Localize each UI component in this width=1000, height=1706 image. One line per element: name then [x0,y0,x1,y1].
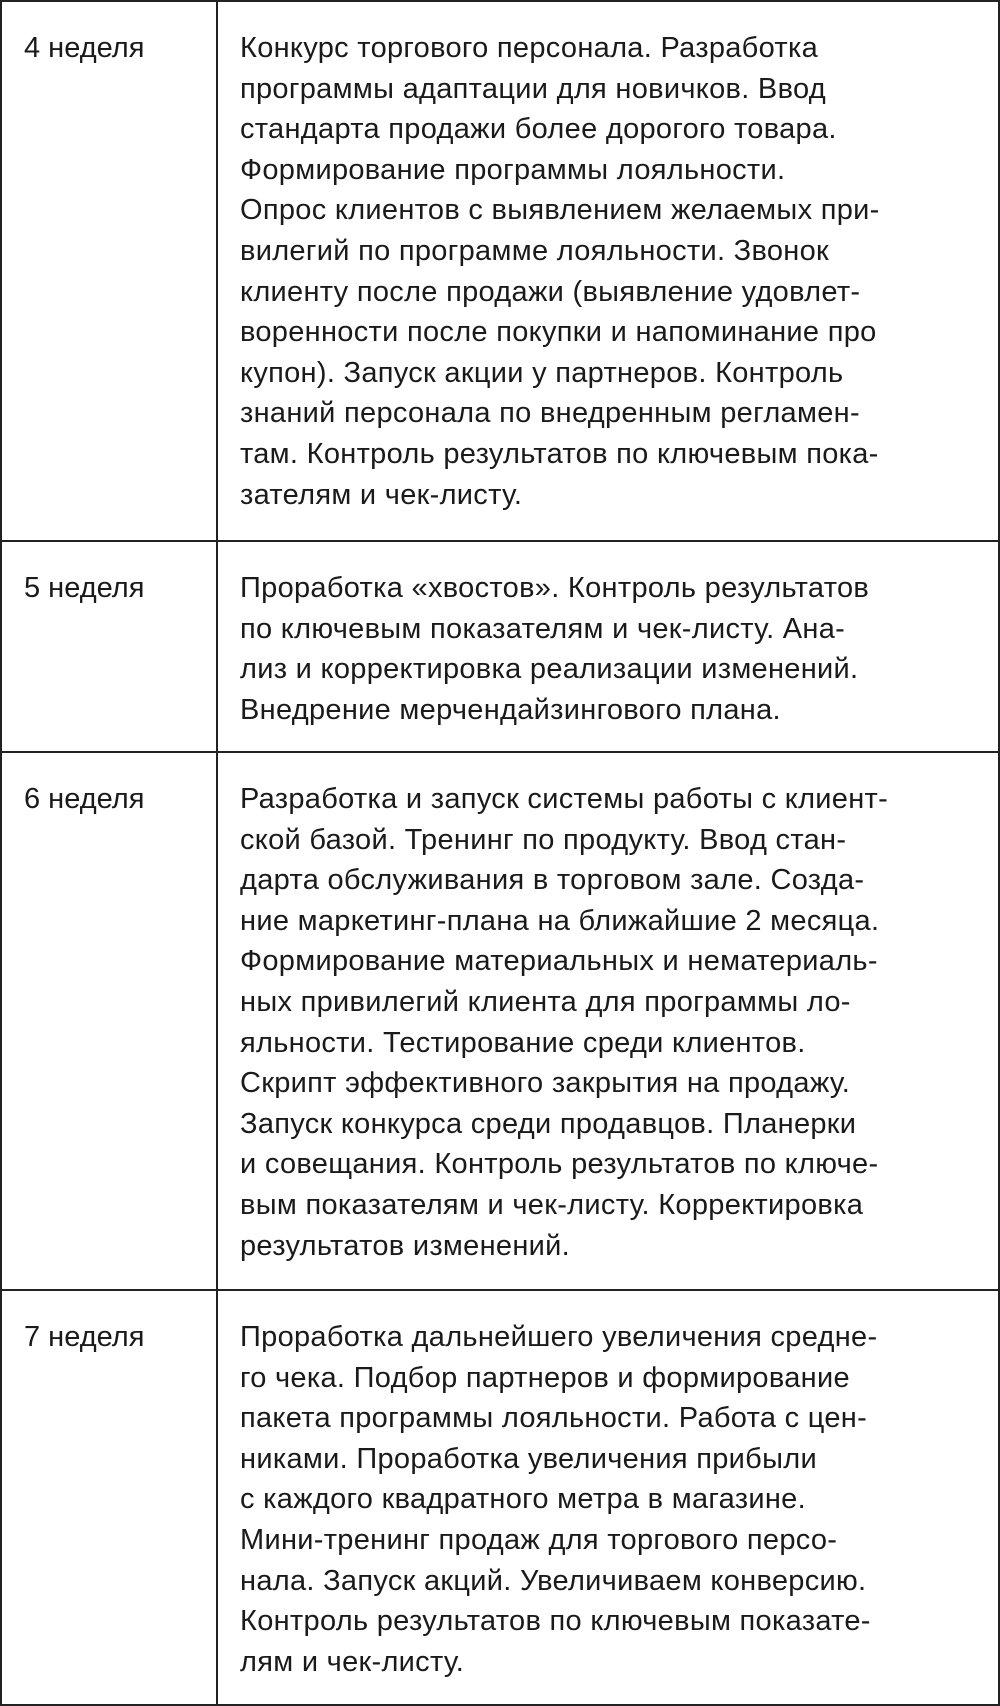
text-line: лиз и корректировка реализации изменений. [240,653,859,686]
tasks-text [240,779,888,1266]
table-row-week-4 [2,2,998,542]
text-line: пакета программы лояльности. Работа с цен- [240,1402,868,1435]
tasks-cell [218,2,998,540]
text-line: ных привилегий клиента для программы ло- [240,985,851,1018]
text-line: вилегий по программе лояльности. Звонок [240,234,830,267]
tasks-cell [218,542,998,751]
week-cell [2,542,218,751]
text-line: вым показателям и чек-листу. Корректировка [240,1188,864,1221]
text-line: Формирование программы лояльности. [240,153,786,186]
text-line: стандарта продажи более дорогого товара. [240,113,837,146]
text-line: Внедрение мерчендайзингового плана. [240,693,781,726]
text-line: нала. Запуск акций. Увеличиваем конверсию. [240,1564,867,1597]
week-label: 7 неделя [24,1321,145,1353]
text-line: зателям и чек-листу. [240,478,523,511]
tasks-cell [218,1291,998,1706]
text-line: яльности. Тестирование среди клиентов. [240,1026,806,1059]
text-line: Опрос клиентов с выявлением желаемых при- [240,194,880,227]
table-row-week-5 [2,542,998,753]
text-line: и совещания. Контроль результатов по ключе- [240,1148,879,1181]
text-line: Проработка «хвостов». Контроль результатов [240,572,870,604]
text-line: по ключевым показателям и чек-листу. Ана- [240,612,846,645]
week-cell [2,753,218,1289]
text-line: Разработка и запуск системы работы с клиент- [240,783,889,815]
text-line: Формирование материальных и нематериаль- [240,945,878,978]
week-cell [2,1291,218,1706]
text-line: Контроль результатов по ключевым показате- [240,1605,871,1638]
text-line: результатов изменений. [240,1229,570,1262]
text-line: знаний персонала по внедренным регламен- [240,397,860,430]
tasks-text [240,1317,877,1682]
text-line: Мини-тренинг продаж для торгового персо- [240,1523,838,1556]
week-cell [2,2,218,540]
tasks-text [240,568,869,730]
text-line: дарта обслуживания в торговом зале. Созда- [240,864,865,897]
text-line: программы адаптации для новичков. Ввод [240,72,826,105]
week-label: 5 неделя [24,572,145,604]
text-line: Скрипт эффективного закрытия на продажу. [240,1067,851,1100]
text-line: с каждого квадратного метра в магазине. [240,1483,806,1516]
text-line: там. Контроль результатов по ключевым пока- [240,437,879,470]
text-line: Проработка дальнейшего увеличения средне- [240,1321,878,1353]
text-line: клиенту после продажи (выявление удовлет- [240,275,861,308]
text-line: никами. Проработка увеличения прибыли [240,1442,817,1475]
tasks-text [240,28,880,515]
text-line: Конкурс торгового персонала. Разработка [240,32,819,64]
text-line: ние маркетинг-плана на ближайшие 2 месяца. [240,904,880,937]
text-line: Запуск конкурса среди продавцов. Планерки [240,1107,857,1140]
text-line: воренности после покупки и напоминание про [240,316,877,349]
text-line: го чека. Подбор партнеров и формирование [240,1361,850,1394]
tasks-cell [218,753,998,1289]
week-label: 6 неделя [24,783,145,815]
table-row-week-7 [2,1291,998,1706]
week-label: 4 неделя [24,32,145,64]
text-line: ской базой. Тренинг по продукту. Ввод стан- [240,823,847,856]
text-line: лям и чек-листу. [240,1645,465,1678]
table-row-week-6 [2,753,998,1291]
text-line: купон). Запуск акции у партнеров. Контроль [240,356,844,389]
